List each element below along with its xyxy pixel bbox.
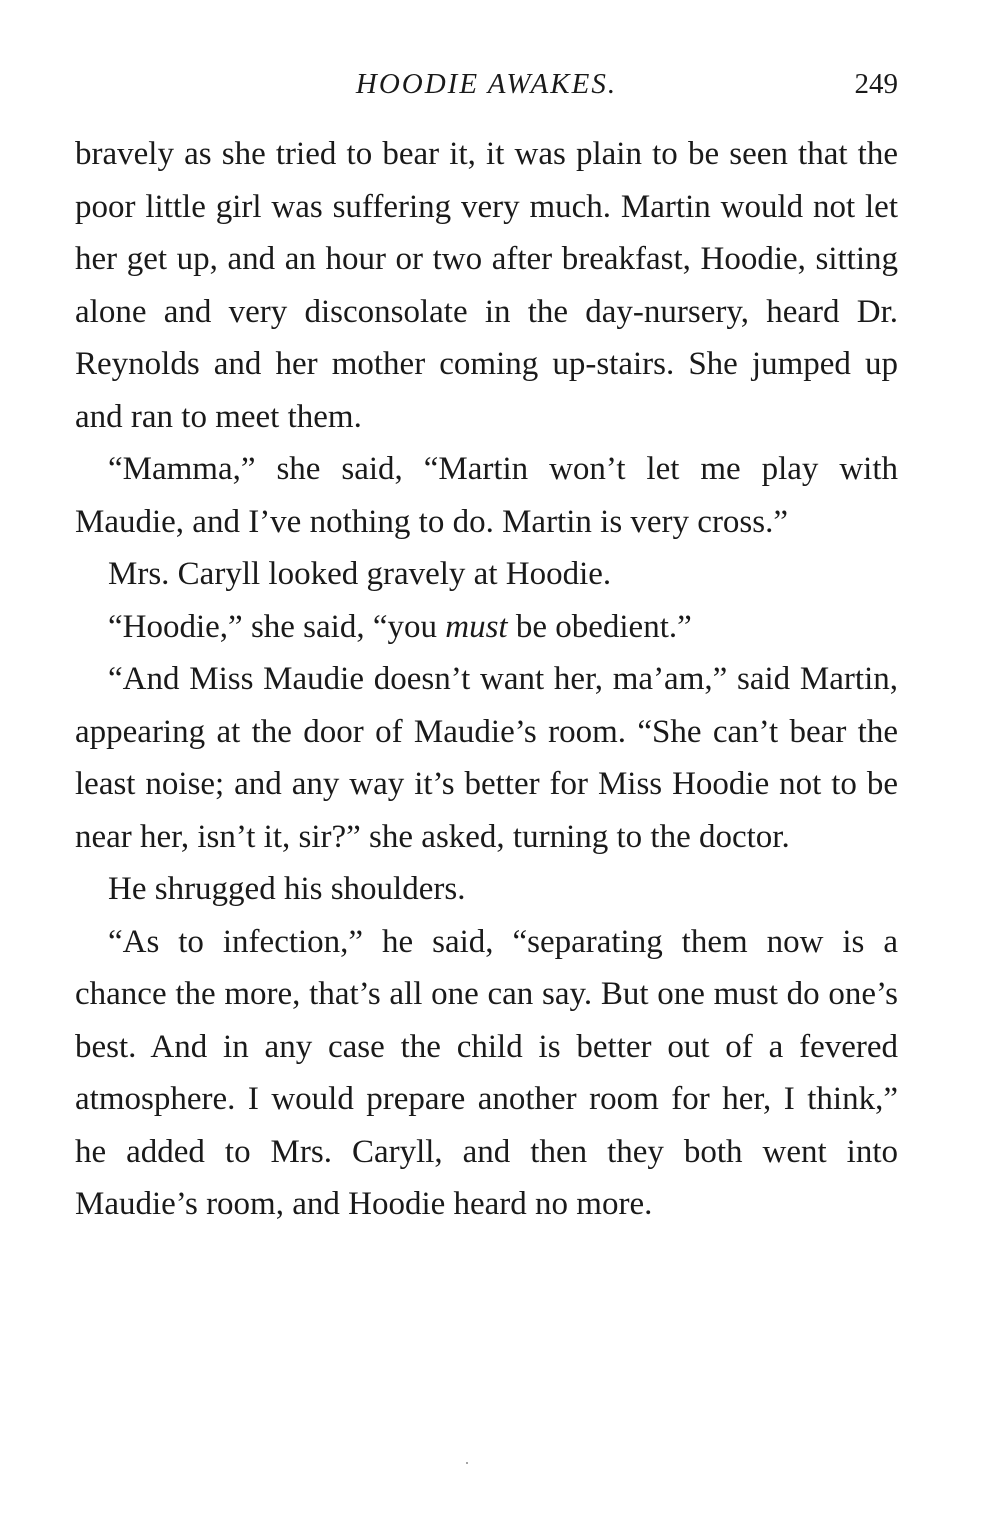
paragraph-mamma-dialogue: “Mamma,” she said, “Martin won’t let me play with Maudie, and I’ve nothing to do. Martin is very cross.” bbox=[75, 451, 898, 540]
page-number: 249 bbox=[854, 68, 898, 100]
paragraph-obedient-after: be obedient.” bbox=[507, 608, 692, 645]
emphasis-must: must bbox=[445, 608, 508, 645]
paragraph-shrug: He shrugged his shoulders. bbox=[108, 871, 466, 907]
paragraph-martin-reply: “And Miss Maudie doesn’t want her, ma’am,” said Martin, appearing at the door of Maudie’s room. “She can’t bear the least noise; and any way it’s better for Miss Hoodie not to be near her, isn’t it, sir?” she asked, turning to the doctor. bbox=[75, 661, 898, 855]
paragraph-continued: bravely as she tried to bear it, it was plain to be seen that the poor little girl was suffering very much. Martin would not let her get up, and an hour or two after breakfast, Hoodie, sitting alone and very disconsolate in the day-nursery, heard Dr. Reynolds and her mother coming up-stairs. She jumped up and ran to meet them. bbox=[75, 136, 898, 435]
running-title: HOODIE AWAKES. bbox=[355, 68, 618, 100]
body-text bbox=[75, 128, 898, 1231]
paragraph-infection: “As to infection,” he said, “separating them now is a chance the more, that’s all one can say. But one must do one’s best. And in any case the child is better out of a fevered atmosphere. I would prepare another room for her, I think,” he added to Mrs. Caryll, and then they both went into Maudie’s room, and Hoodie heard no more. bbox=[75, 923, 898, 1222]
paragraph-mrs-caryll: Mrs. Caryll looked gravely at Hoodie. bbox=[108, 556, 612, 592]
paragraph-obedient-before: “Hoodie,” she said, “you bbox=[108, 608, 446, 645]
page-speck bbox=[466, 1462, 468, 1464]
paragraph-obedient bbox=[75, 601, 898, 654]
running-head bbox=[75, 68, 898, 108]
